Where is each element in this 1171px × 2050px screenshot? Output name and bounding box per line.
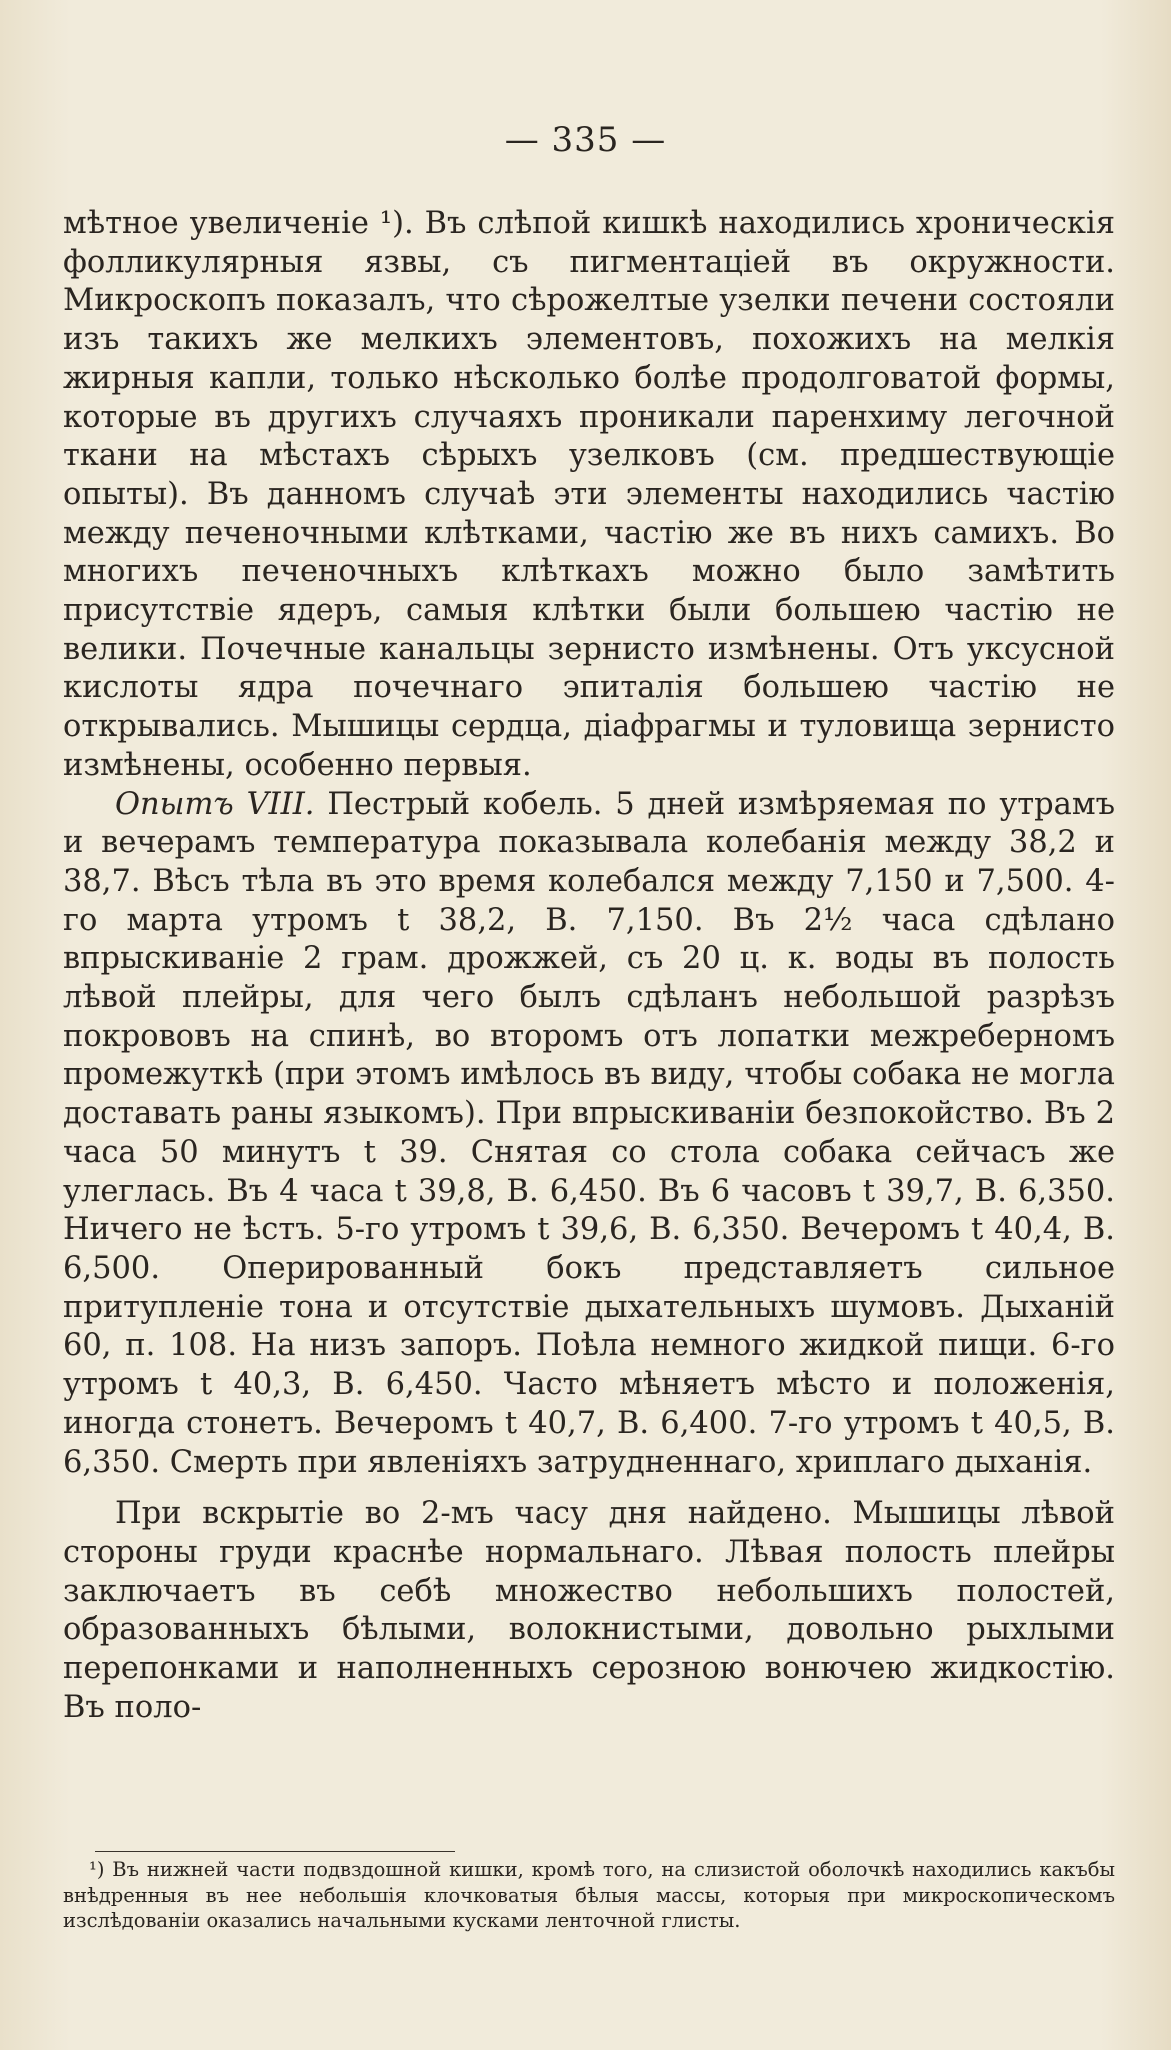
paragraph-autopsy: При вскрытіе во 2-мъ часу дня найдено. Мышицы лѣвой стороны груди краснѣе нормальнаго. Лѣвая полость плейры заключаетъ въ себѣ множество небольшихъ полостей, образованныхъ бѣлыми, волокнистыми, довольно рыхлыми перепонками и наполненныхъ серозною вонючею жидкостію. Въ поло-	[63, 1496, 1115, 1725]
footnote-divider	[95, 1851, 455, 1852]
footnotes	[63, 1857, 1115, 1934]
footnote-1: ¹) Въ нижней части подвздошной кишки, кромѣ того, на слизистой оболочкѣ находились какъбы внѣдренныя въ нее небольшія клочковатыя бѣлыя массы, которыя при микроскопическомъ изслѣдованіи оказались начальными кусками ленточной глисты.	[63, 1858, 1115, 1932]
paragraph-continuation: мѣтное увеличеніе ¹). Въ слѣпой кишкѣ находились хроническія фолликулярныя язвы, съ пигментаціей въ окружности. Микроскопъ показалъ, что сѣрожелтые узелки печени состояли изъ такихъ же мелкихъ элементовъ, похожихъ на мелкія жирныя капли, только нѣсколько болѣе продолговатой формы, которые въ другихъ случаяхъ проникали паренхиму легочной ткани на мѣстахъ сѣрыхъ узелковъ (см. предшествующіе опыты). Въ данномъ случаѣ эти элементы находились частію между печеночными клѣтками, частію же въ нихъ самихъ. Во многихъ печеночныхъ клѣткахъ можно было замѣтить присутствіе ядеръ, самыя клѣтки были большею частію не велики. Почечные канальцы зернисто измѣнены. Отъ уксусной кислоты ядра почечнаго эпиталія большею частію не открывались. Мышицы сердца, діафрагмы и туловища зернисто измѣнены, особенно первыя.	[63, 206, 1115, 783]
experiment-text: Пестрый кобель. 5 дней измѣряемая по утрамъ и вечерамъ температура показывала колебанія между 38,2 и 38,7. Вѣсъ тѣла въ это время колебался между 7,150 и 7,500. 4-го марта утромъ t 38,2, В. 7,150. Въ 2½ часа сдѣлано впрыскиваніе 2 грам. дрожжей, съ 20 ц. к. воды въ полость лѣвой плейры, для чего былъ сдѣланъ небольшой разрѣзъ покрововъ на спинѣ, во второмъ отъ лопатки межреберномъ промежуткѣ (при этомъ имѣлось въ виду, чтобы собака не могла доставать раны языкомъ). При впрыскиваніи безпокойство. Въ 2 часа 50 минутъ t 39. Снятая со стола собака сейчасъ же улеглась. Въ 4 часа t 39,8, В. 6,450. Въ 6 часовъ t 39,7, В. 6,350. Ничего не ѣстъ. 5-го утромъ t 39,6, В. 6,350. Вечеромъ t 40,4, В. 6,500. Оперированный бокъ представляетъ сильное притупленіе тона и отсутствіе дыхательныхъ шумовъ. Дыханій 60, п. 108. На низъ запоръ. Поѣла немного жидкой пищи. 6-го утромъ t 40,3, В. 6,450. Часто мѣняетъ мѣсто и положенія, иногда стонетъ. Вечеромъ t 40,7, В. 6,400. 7-го утромъ t 40,5, В. 6,350. Смерть при явленіяхъ затрудненнаго, хриплаго дыханія.	[63, 786, 1115, 1480]
body-text	[63, 205, 1115, 1727]
experiment-label: Опытъ VIII.	[115, 786, 315, 822]
page-number: — 335 —	[504, 120, 667, 160]
paragraph-experiment	[63, 786, 1115, 1483]
